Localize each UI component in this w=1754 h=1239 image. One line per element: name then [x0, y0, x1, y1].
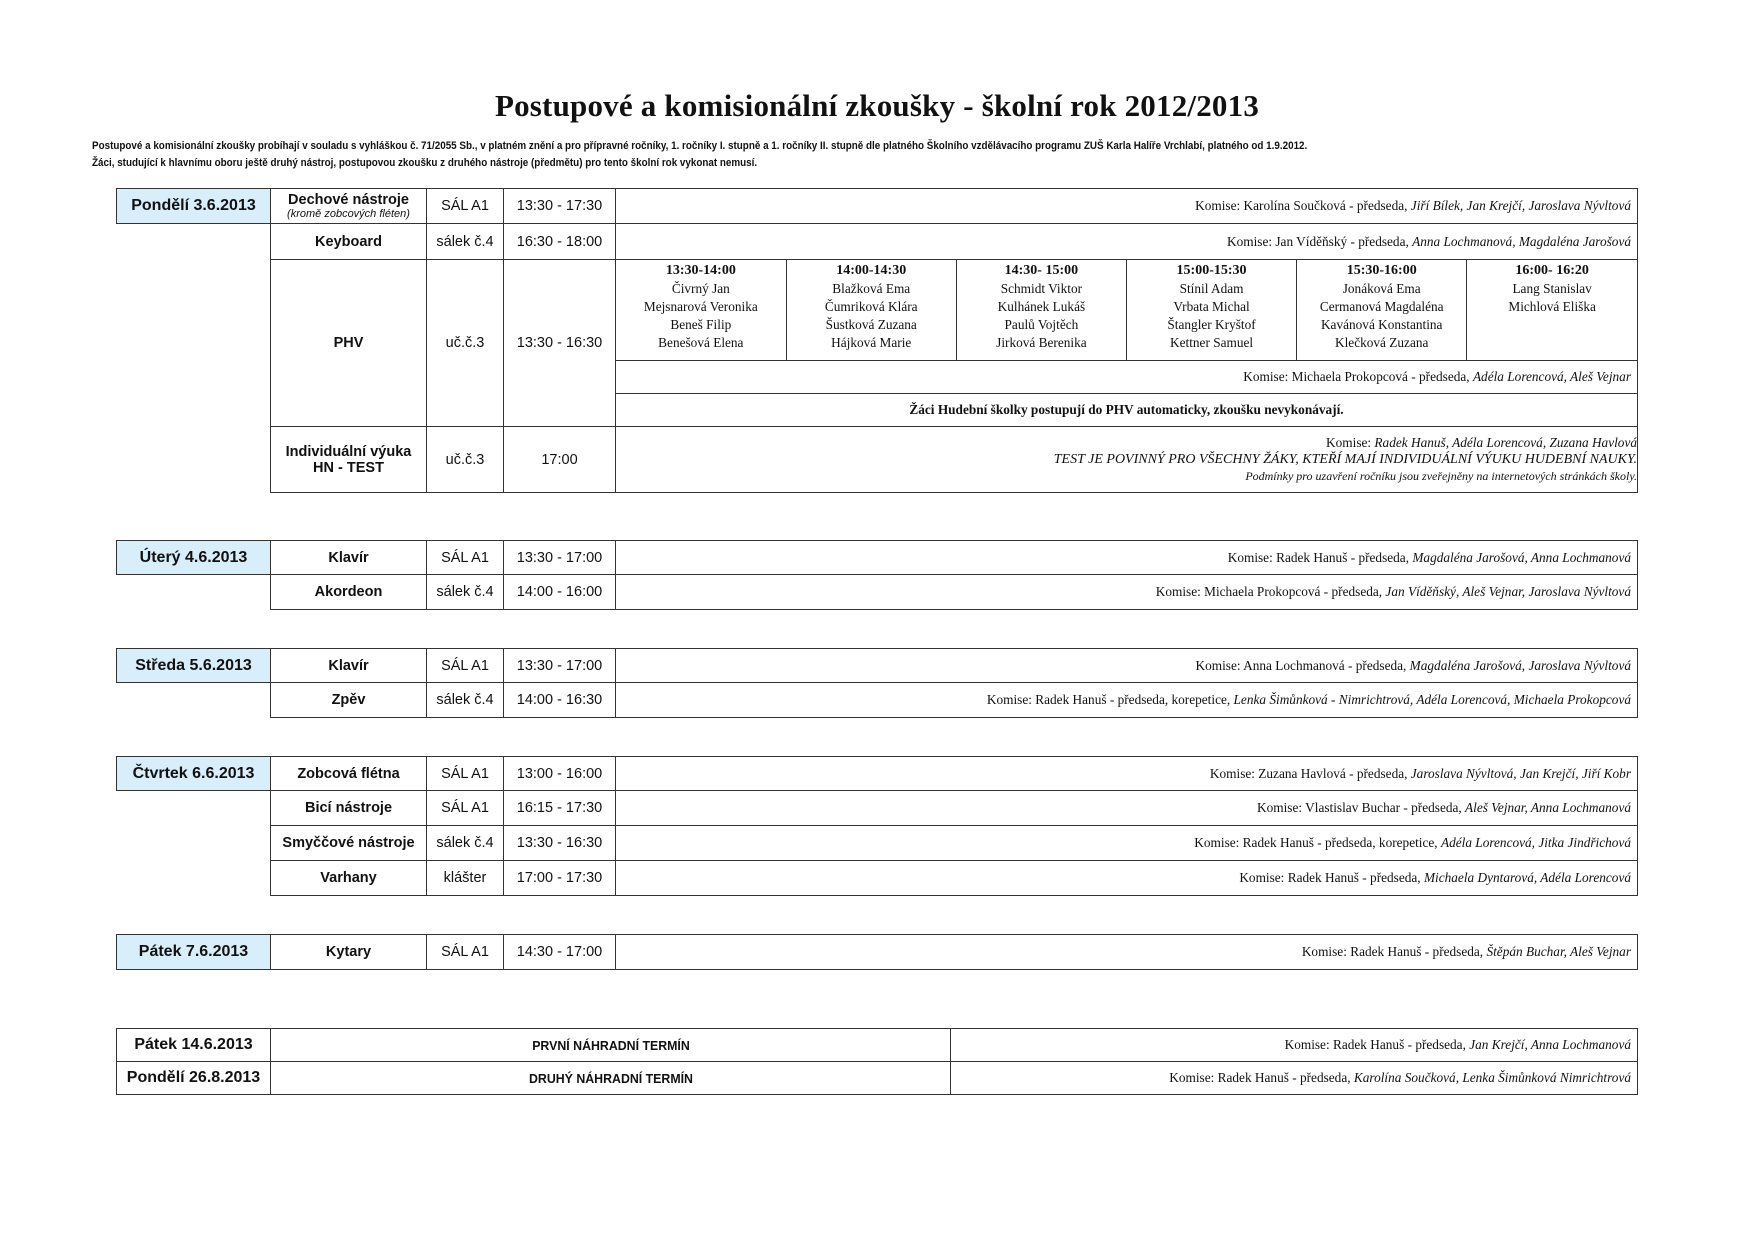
- komise-chair: Komise: Jan Víděňský - předseda,: [1226, 233, 1413, 249]
- komise-cell: [616, 683, 1638, 718]
- komise-cell: [616, 826, 1638, 861]
- day-block-monday: [116, 188, 1638, 493]
- komise-cell: [616, 427, 1638, 493]
- komise-members: Anna Lochmanová, Magdaléna Jarošová: [1412, 233, 1631, 249]
- komise-line: [616, 434, 1637, 451]
- komise-chair: Komise: Radek Hanuš - předseda,: [1169, 1070, 1354, 1085]
- komise-members: Jiří Bílek, Jan Krejčí, Jaroslava Nývltová: [1410, 198, 1631, 213]
- phv-slot: [956, 260, 1126, 360]
- spacer: [117, 791, 271, 826]
- alternate-label: DRUHÝ NÁHRADNÍ TERMÍN: [288, 1062, 934, 1095]
- room-cell: SÁL A1: [427, 541, 504, 575]
- student-name: Štangler Kryštof: [1167, 317, 1256, 332]
- komise-chair: Komise: Michaela Prokopcová - předseda,: [1155, 584, 1386, 599]
- student-name: Mejsnarová Veronika: [643, 299, 758, 314]
- student-name: Stínil Adam: [1179, 281, 1244, 296]
- komise-chair: Komise: Radek Hanuš - předseda,: [1301, 944, 1487, 959]
- day-block-wednesday: [116, 648, 1638, 718]
- phv-note: Žáci Hudební školky postupují do PHV automaticky, zkoušku nevykonávají.: [616, 394, 1638, 427]
- subject-name-line2: HN - TEST: [313, 459, 384, 476]
- komise-chair: Komise: Anna Lochmanová - předseda,: [1195, 657, 1410, 673]
- time-cell: 16:15 - 17:30: [504, 791, 616, 826]
- room-cell: SÁL A1: [427, 935, 504, 970]
- komise-members: Adéla Lorencová, Jitka Jindřichová: [1440, 835, 1631, 850]
- komise-chair: Komise: Radek Hanuš - předseda,: [1239, 870, 1424, 885]
- slot-time: 13:30-14:00: [665, 263, 736, 278]
- time-cell: 17:00 - 17:30: [504, 861, 616, 896]
- student-name: Čivrný Jan: [671, 281, 730, 296]
- test-mandatory-note: TEST JE POVINNÝ PRO VŠECHNY ŽÁKY, KTEŘÍ MAJÍ INDIVIDUÁLNÍ VÝUKU HUDEBNÍ NAUKY.: [1053, 452, 1637, 467]
- spacer: [117, 394, 271, 427]
- slot-time: 14:00-14:30: [836, 263, 907, 278]
- alternate-dates-block: [116, 1028, 1638, 1095]
- day-date: Pátek 7.6.2013: [117, 935, 271, 970]
- student-name: Kulhánek Lukáš: [997, 299, 1086, 314]
- time-cell: 13:00 - 16:00: [504, 757, 616, 791]
- conditions-note: Podmínky pro uzavření ročníku jsou zveřejněny na internetových stránkách školy.: [1245, 469, 1637, 483]
- student-name: Blažková Ema: [832, 281, 911, 296]
- room-cell: SÁL A1: [427, 189, 504, 224]
- student-name: Paulů Vojtěch: [1004, 317, 1079, 332]
- komise-cell: [951, 1029, 1638, 1062]
- student-name: Benešová Elena: [658, 335, 744, 350]
- page-title: Postupové a komisionální zkoušky - školní rok 2012/2013: [494, 88, 1260, 123]
- time-cell: 13:30 - 16:30: [504, 826, 616, 861]
- slot-time: 16:00- 16:20: [1515, 263, 1589, 278]
- spacer: [117, 361, 271, 394]
- day-date: Čtvrtek 6.6.2013: [117, 757, 271, 791]
- komise-cell: [616, 935, 1638, 970]
- komise-cell: [616, 189, 1638, 224]
- phv-slot: [786, 260, 956, 360]
- subject-cell: [271, 427, 427, 493]
- spacer: [117, 427, 271, 493]
- student-name: Cermanová Magdaléna: [1319, 299, 1444, 314]
- room-cell: sálek č.4: [427, 683, 504, 718]
- spacer: [117, 826, 271, 861]
- komise-chair: Komise: Karolína Součková - předseda,: [1195, 198, 1411, 213]
- komise-members: Adéla Lorencová, Aleš Vejnar: [1472, 369, 1631, 384]
- phv-slots-table: [616, 260, 1637, 360]
- komise-members: Magdaléna Jarošová, Anna Lochmanová: [1412, 549, 1631, 565]
- komise-members: Magdaléna Jarošová, Jaroslava Nývltová: [1409, 657, 1631, 673]
- room-cell: uč.č.3: [427, 260, 504, 427]
- spacer: [117, 683, 271, 718]
- komise-chair: Komise: Radek Hanuš - předseda, korepetice,: [1194, 835, 1441, 850]
- subject-cell: Klavír: [271, 649, 427, 683]
- day-block-tuesday: [116, 540, 1638, 610]
- day-date: Středa 5.6.2013: [117, 649, 271, 683]
- komise-members: Štěpán Buchar, Aleš Vejnar: [1486, 944, 1631, 959]
- student-name: Jirková Berenika: [996, 335, 1087, 350]
- subject-cell: Klavír: [271, 541, 427, 575]
- spacer: [117, 224, 271, 260]
- time-cell: 16:30 - 18:00: [504, 224, 616, 260]
- spacer: [117, 260, 271, 361]
- day-block-friday: [116, 934, 1638, 970]
- student-name: Kettner Samuel: [1170, 335, 1254, 350]
- room-cell: uč.č.3: [427, 427, 504, 493]
- student-name: Beneš Filip: [670, 317, 732, 332]
- time-cell: 13:30 - 17:30: [504, 189, 616, 224]
- subject-cell: Keyboard: [271, 224, 427, 260]
- student-name: Vrbata Michal: [1173, 299, 1250, 314]
- komise-cell: [616, 541, 1638, 575]
- day-block-thursday: [116, 756, 1638, 896]
- intro-text: [92, 138, 1580, 172]
- phv-slot: [1467, 260, 1637, 360]
- komise-members: Jan Víděňský, Aleš Vejnar, Jaroslava Nývltová: [1385, 584, 1631, 599]
- alternate-label: PRVNÍ NÁHRADNÍ TERMÍN: [288, 1029, 934, 1062]
- room-cell: SÁL A1: [427, 757, 504, 791]
- komise-members: Radek Hanuš, Adéla Lorencová, Zuzana Havlová: [1374, 435, 1637, 450]
- slot-time: 15:30-16:00: [1346, 263, 1417, 278]
- intro-line-1: Postupové a komisionální zkoušky probíhají v souladu s vyhláškou č. 71/2055 Sb., v platném znění a pro přípravné ročníky, 1. ročníky I. stupně a 1. ročníky II. stupně dle platného Školního vzdělávacího programu ZUŠ Karla Halíře Vrchlabí, platného od 1.9.2012.: [92, 140, 1308, 152]
- komise-cell: [616, 361, 1638, 394]
- komise-chair: Komise: Radek Hanuš - předseda,: [1227, 549, 1413, 565]
- subject-cell: Smyččové nástroje: [271, 826, 427, 861]
- student-name: Jonáková Ema: [1342, 281, 1421, 296]
- student-name: Hájková Marie: [831, 335, 912, 350]
- komise-cell: [616, 757, 1638, 791]
- komise-members: Michaela Dyntarová, Adéla Lorencová: [1423, 870, 1631, 885]
- spacer: [117, 575, 271, 610]
- day-date: Úterý 4.6.2013: [117, 541, 271, 575]
- komise-cell: [616, 649, 1638, 683]
- time-cell: 14:30 - 17:00: [504, 935, 616, 970]
- alternate-date: Pátek 14.6.2013: [117, 1029, 271, 1062]
- room-cell: SÁL A1: [427, 649, 504, 683]
- alternate-date: Pondělí 26.8.2013: [117, 1062, 271, 1095]
- student-name: Lang Stanislav: [1512, 281, 1592, 296]
- student-name: Šustková Zuzana: [825, 317, 917, 332]
- day-date: Pondělí 3.6.2013: [117, 189, 271, 224]
- subject-cell: Bicí nástroje: [271, 791, 427, 826]
- komise-cell: [616, 791, 1638, 826]
- komise-cell: [616, 575, 1638, 610]
- subject-name: Individuální výuka: [285, 443, 412, 460]
- komise-chair: Komise:: [1326, 435, 1375, 450]
- subject-cell: Varhany: [271, 861, 427, 896]
- student-name: Kavánová Konstantina: [1320, 317, 1443, 332]
- phv-slot: [616, 260, 786, 360]
- room-cell: SÁL A1: [427, 791, 504, 826]
- komise-cell: [616, 224, 1638, 260]
- komise-members: Jaroslava Nývltová, Jan Krejčí, Jiří Kobr: [1410, 765, 1631, 781]
- subject-cell: Akordeon: [271, 575, 427, 610]
- komise-members: Lenka Šimůnková - Nimrichtrová, Adéla Lorencová, Michaela Prokopcová: [1233, 692, 1631, 707]
- room-cell: sálek č.4: [427, 575, 504, 610]
- student-name: Klečková Zuzana: [1335, 335, 1429, 350]
- komise-cell: [616, 861, 1638, 896]
- phv-slot: [1126, 260, 1296, 360]
- komise-chair: Komise: Michaela Prokopcová - předseda,: [1243, 369, 1473, 384]
- komise-members: Karolína Součková, Lenka Šimůnková Nimrichtrová: [1353, 1070, 1631, 1085]
- intro-line-2: Žáci, studující k hlavnímu oboru ještě druhý nástroj, postupovou zkoušku z druhého nástroje (předmětu) pro tento školní rok vykonat nemusí.: [92, 157, 758, 169]
- student-name: Schmidt Viktor: [1000, 281, 1083, 296]
- time-cell: 13:30 - 16:30: [504, 260, 616, 427]
- komise-members: Aleš Vejnar, Anna Lochmanová: [1465, 800, 1631, 815]
- time-cell: 13:30 - 17:00: [504, 541, 616, 575]
- room-cell: klášter: [427, 861, 504, 896]
- time-cell: 17:00: [504, 427, 616, 493]
- komise-members: Jan Krejčí, Anna Lochmanová: [1469, 1037, 1631, 1052]
- subject-cell: Kytary: [271, 935, 427, 970]
- komise-chair: Komise: Radek Hanuš - předseda,: [1284, 1037, 1470, 1052]
- subject-note: (kromě zobcových fléten): [287, 208, 410, 220]
- subject-cell: Zobcová flétna: [271, 757, 427, 791]
- room-cell: sálek č.4: [427, 224, 504, 260]
- subject-cell: Zpěv: [271, 683, 427, 718]
- slot-time: 14:30- 15:00: [1004, 263, 1079, 278]
- subject-cell: [271, 189, 427, 224]
- slot-time: 15:00-15:30: [1176, 263, 1247, 278]
- komise-chair: Komise: Radek Hanuš - předseda, korepetice,: [986, 692, 1234, 707]
- phv-slots-cell: [616, 260, 1638, 361]
- phv-slot: [1297, 260, 1467, 360]
- student-name: Čumriková Klára: [824, 299, 918, 314]
- spacer: [117, 861, 271, 896]
- subject-name: Dechové nástroje: [288, 192, 409, 208]
- komise-chair: Komise: Zuzana Havlová - předseda,: [1209, 765, 1411, 781]
- room-cell: sálek č.4: [427, 826, 504, 861]
- time-cell: 13:30 - 17:00: [504, 649, 616, 683]
- komise-chair: Komise: Vlastislav Buchar - předseda,: [1257, 800, 1466, 815]
- subject-cell: PHV: [271, 260, 427, 427]
- time-cell: 14:00 - 16:30: [504, 683, 616, 718]
- time-cell: 14:00 - 16:00: [504, 575, 616, 610]
- student-name: Michlová Eliška: [1508, 299, 1596, 314]
- komise-cell: [951, 1062, 1638, 1095]
